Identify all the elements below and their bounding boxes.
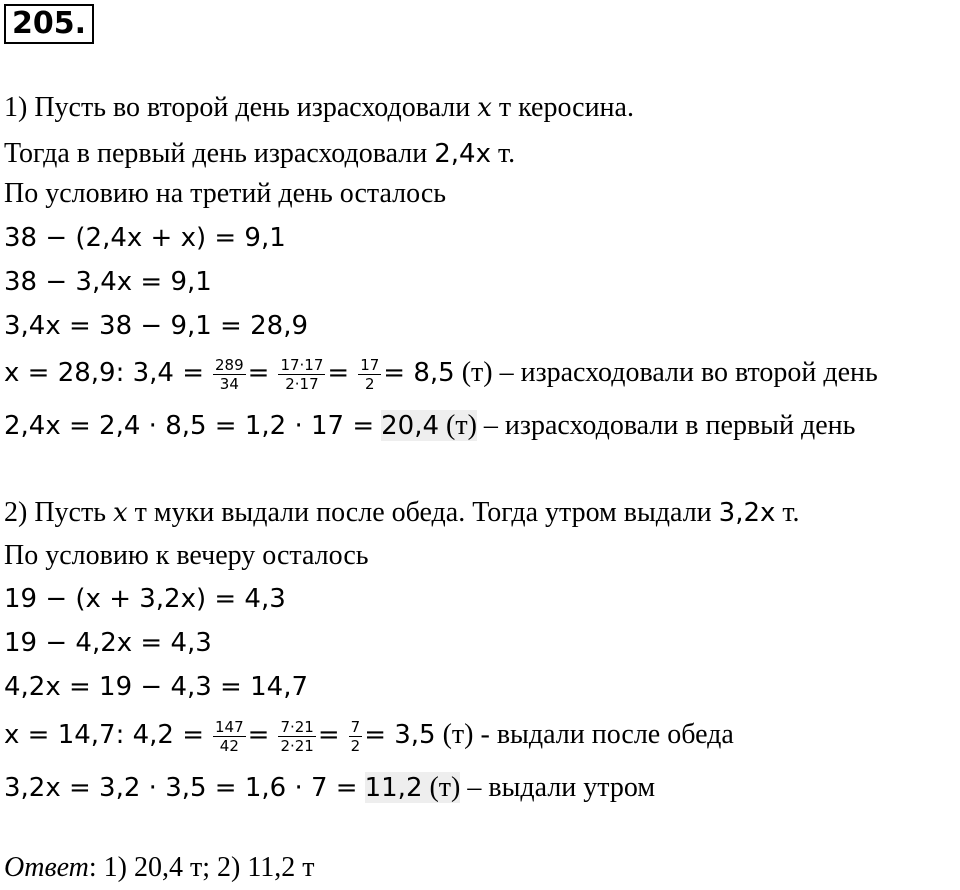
answer-line [4,852,315,884]
p1-line3: По условию на третий день осталось [4,178,447,209]
answer-text: : 1) 20,4 т; 2) 11,2 т [88,852,315,883]
p1-eq3: 3,4x = 38 − 9,1 = 28,9 [4,311,309,341]
fraction: $\frac{17}{2}$ [360,356,380,393]
p2-eq1: 19 − (x + 3,2x) = 4,3 [4,584,286,614]
p1-line1: 1) Пусть во второй день израсходовали x т керосина. [4,92,634,123]
fraction: $\frac{17\cdot 17}{2\cdot 17}$ [280,356,324,393]
answer-label: Ответ [4,852,89,883]
highlighted-result: 20,4 (т) [381,410,477,441]
p1-eq5: 2,4x = 2,4 · 8,5 = 1,2 · 17 = 20,4 (т) – израсходовали в первый день [4,410,856,441]
p1-line2: Тогда в первый день израсходовали 2,4x т. [4,138,516,169]
var-x: x [112,498,128,528]
p2-eq3: 4,2x = 19 − 4,3 = 14,7 [4,672,309,702]
p1-eq2: 38 − 3,4x = 9,1 [4,267,212,297]
problem-number: 205. [4,4,94,44]
highlighted-result: 11,2 (т) [364,772,461,803]
p2-eq2: 19 − 4,2x = 4,3 [4,628,212,658]
fraction: $\frac{147}{42}$ [215,718,244,755]
fraction: $\frac{289}{34}$ [215,356,244,393]
p2-eq4: x = 14,7: 4,2 = $\frac{147}{42}$ = $\frac{7\cdot 21}{2\cdot 21}$ = $\frac{7}{2}$ = 3,5 (т) - выдали после обеда [4,718,734,755]
fraction: $\frac{7\cdot 21}{2\cdot 21}$ [280,718,314,755]
p1-eq4: x = 28,9: 3,4 = $\frac{289}{34}$ = $\frac{17\cdot 17}{2\cdot 17}$ = $\frac{17}{2}$ = 8,5 (т) – израсходовали во второй день [4,356,878,393]
p2-line2: По условию к вечеру осталось [4,540,369,571]
p1-eq1: 38 − (2,4x + x) = 9,1 [4,223,286,253]
p2-eq5: 3,2x = 3,2 · 3,5 = 1,6 · 7 = 11,2 (т) – выдали утром [4,772,656,803]
p2-line1: 2) Пусть x т муки выдали после обеда. Тогда утром выдали 3,2x т. [4,497,800,528]
var-x: x [477,93,492,123]
fraction: $\frac{7}{2}$ [350,718,361,755]
